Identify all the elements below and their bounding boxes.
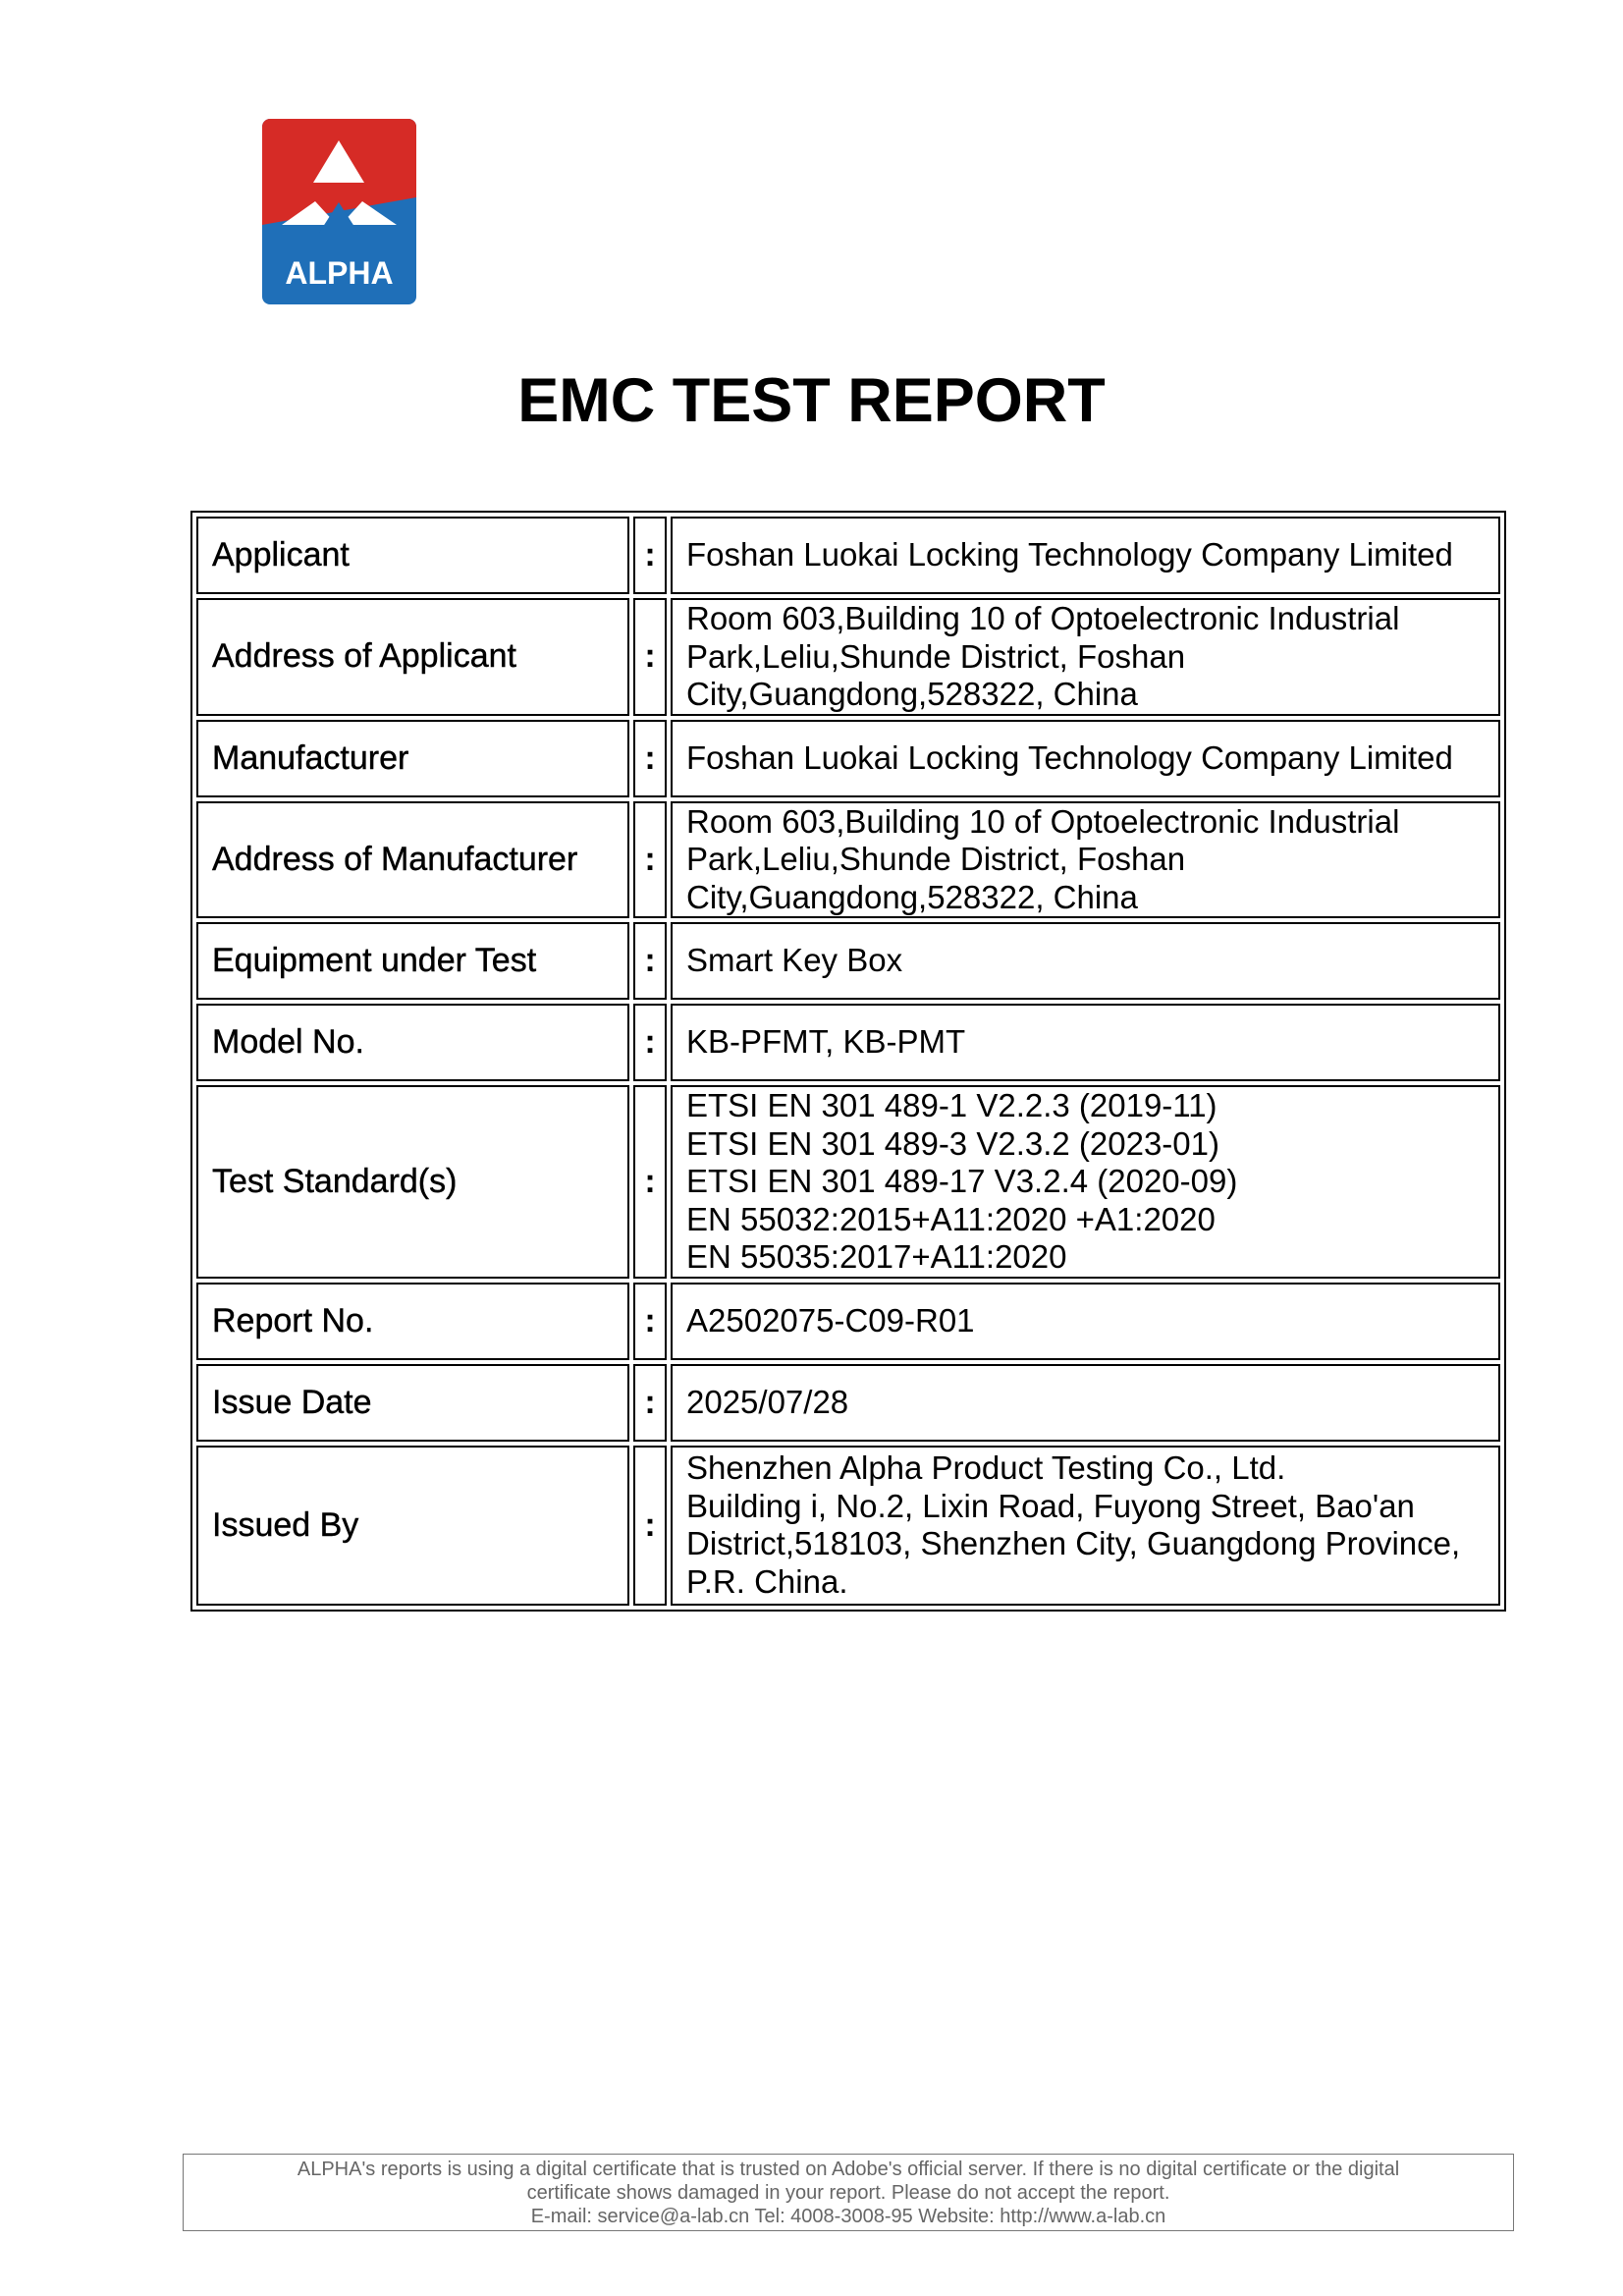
row-value-line: 2025/07/28	[686, 1383, 849, 1420]
row-value-line: ETSI EN 301 489-17 V3.2.4 (2020-09)	[686, 1163, 1238, 1199]
row-value-line: A2502075-C09-R01	[686, 1301, 975, 1339]
logo-text: ALPHA	[285, 255, 394, 291]
row-value-line: KB-PFMT, KB-PMT	[686, 1023, 966, 1061]
row-value	[671, 1446, 1500, 1606]
row-value-line: City,Guangdong,528322, China	[686, 676, 1138, 712]
row-value	[671, 1085, 1500, 1279]
row-value	[671, 801, 1500, 919]
row-value-line: Foshan Luokai Locking Technology Company Limited	[686, 738, 1453, 776]
row-value-line: P.R. China.	[686, 1562, 848, 1600]
row-value-line: Smart Key Box	[686, 942, 903, 979]
row-value-line: ETSI EN 301 489-1 V2.2.3 (2019-11)	[686, 1087, 1217, 1123]
row-value-line: City,Guangdong,528322, China	[686, 878, 1138, 915]
row-value-line: EN 55032:2015+A11:2020 +A1:2020	[686, 1200, 1216, 1237]
row-value	[671, 720, 1500, 797]
row-value-line: EN 55035:2017+A11:2020	[686, 1238, 1067, 1275]
row-colon: :	[633, 1364, 667, 1442]
page-title: EMC TEST REPORT	[517, 366, 1106, 435]
row-value-line: District,518103, Shenzhen City, Guangdong Province,	[686, 1525, 1461, 1561]
table-row	[196, 720, 1500, 797]
row-colon: :	[633, 517, 667, 594]
table-row	[196, 598, 1500, 716]
alpha-logo-icon	[262, 119, 416, 304]
row-label: Issue Date	[196, 1364, 629, 1442]
row-colon: :	[633, 1004, 667, 1081]
row-label: Address of Applicant	[196, 598, 629, 716]
table-row	[196, 1085, 1500, 1279]
row-colon: :	[633, 801, 667, 919]
row-label: Test Standard(s)	[196, 1085, 629, 1279]
table-row	[196, 1446, 1500, 1606]
footer-notice	[183, 2154, 1514, 2231]
row-value-line: ETSI EN 301 489-3 V2.3.2 (2023-01)	[686, 1124, 1219, 1162]
row-value	[671, 922, 1500, 1000]
row-label: Address of Manufacturer	[196, 801, 629, 919]
table-row	[196, 922, 1500, 1000]
row-value-line: Park,Leliu,Shunde District, Foshan	[686, 841, 1186, 877]
row-value-line: Foshan Luokai Locking Technology Company Limited	[686, 536, 1453, 574]
footer-line-3: E-mail: service@a-lab.cn Tel: 4008-3008-95 Website: http://www.a-lab.cn	[530, 2206, 1166, 2227]
row-colon: :	[633, 720, 667, 797]
row-label: Manufacturer	[196, 720, 629, 797]
row-colon: :	[633, 1085, 667, 1279]
row-colon: :	[633, 922, 667, 1000]
row-value	[671, 1283, 1500, 1360]
row-label: Applicant	[196, 517, 629, 594]
table-row	[196, 517, 1500, 594]
table-row	[196, 1364, 1500, 1442]
row-value-line: Park,Leliu,Shunde District, Foshan	[686, 637, 1186, 675]
footer-line-2: certificate shows damaged in your report. Please do not accept the report.	[526, 2182, 1170, 2204]
row-label: Report No.	[196, 1283, 629, 1360]
table-row	[196, 1283, 1500, 1360]
table-row	[196, 1004, 1500, 1081]
footer-line-1: ALPHA's reports is using a digital certificate that is trusted on Adobe's official server. If there is no digital certificate or the digital	[297, 2159, 1400, 2180]
row-value-line: Shenzhen Alpha Product Testing Co., Ltd.	[686, 1449, 1286, 1486]
report-info-table	[190, 511, 1506, 1612]
row-label: Equipment under Test	[196, 922, 629, 1000]
company-logo	[262, 119, 416, 304]
row-label: Issued By	[196, 1446, 629, 1606]
row-value-line: Room 603,Building 10 of Optoelectronic Industrial	[686, 802, 1400, 840]
row-value	[671, 517, 1500, 594]
row-label: Model No.	[196, 1004, 629, 1081]
row-colon: :	[633, 598, 667, 716]
row-colon: :	[633, 1446, 667, 1606]
row-value	[671, 1364, 1500, 1442]
row-colon: :	[633, 1283, 667, 1360]
row-value	[671, 1004, 1500, 1081]
row-value-line: Building i, No.2, Lixin Road, Fuyong Street, Bao'an	[686, 1487, 1415, 1524]
row-value-line: Room 603,Building 10 of Optoelectronic Industrial	[686, 600, 1400, 636]
table-row	[196, 801, 1500, 919]
row-value	[671, 598, 1500, 716]
